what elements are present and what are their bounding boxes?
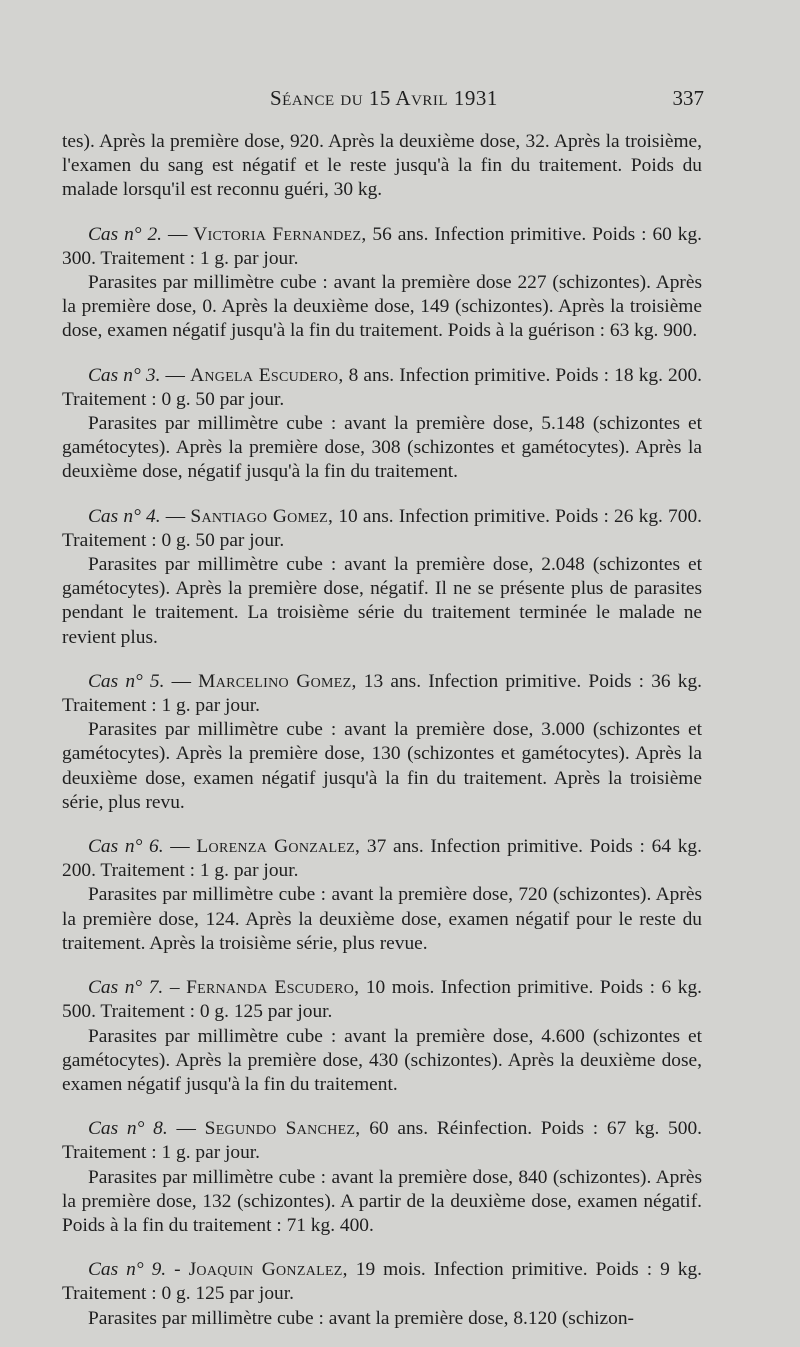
case-separator: -	[166, 1259, 189, 1281]
header-title: Séance du 15 Avril 1931	[270, 86, 498, 110]
case-number: Cas n° 9.	[88, 1259, 167, 1281]
intro-paragraph: tes). Après la première dose, 920. Après la deuxième dose, 32. Après la troisième, l'examen du sang est négatif et le reste jusqu'à la fin du traitement. Poids du malade lorsqu'il est reconnu guéri, 30 kg.	[62, 131, 702, 201]
patient-name: Marcelino Gomez,	[198, 670, 357, 692]
patient-name: Joaquin Gonzalez,	[188, 1259, 348, 1281]
case-separator: —	[160, 505, 191, 527]
case-summary: 56 ans. Infection primitive. Poids : 60 kg. 300. Traitement : 1 g. par jour.	[62, 223, 702, 269]
case-5	[62, 670, 702, 815]
case-detail: Parasites par millimètre cube : avant la première dose, 4.600 (schizontes et gamétocytes). Après la première dose, 430 (schizontes). Après la deuxième dose, examen négatif jusqu'à la fin du traitement.	[62, 1025, 702, 1095]
case-summary: 19 mois. Infection primitive. Poids : 9 kg. Traitement : 0 g. 125 par jour.	[62, 1259, 702, 1305]
patient-name: Victoria Fernandez,	[193, 223, 367, 245]
case-separator: –	[163, 977, 187, 999]
case-detail: Parasites par millimètre cube : avant la première dose, 5.148 (schizontes et gamétocytes). Après la première dose, 308 (schizontes et gamétocytes). Après la deuxième dose, négatif jusqu'à la fin du traitement.	[62, 413, 702, 483]
case-summary: 37 ans. Infection primitive. Poids : 64 kg. 200. Traitement : 1 g. par jour.	[62, 836, 702, 882]
case-heading-line	[62, 976, 702, 1024]
case-detail: Parasites par millimètre cube : avant la première dose, 8.120 (schizon-	[88, 1307, 634, 1329]
case-7	[62, 976, 702, 1097]
case-number: Cas n° 5.	[88, 670, 165, 692]
patient-name: Santiago Gomez,	[190, 505, 334, 527]
case-summary: 10 mois. Infection primitive. Poids : 6 kg. 500. Traitement : 0 g. 125 par jour.	[62, 977, 702, 1023]
body-text	[62, 130, 702, 1331]
patient-name: Lorenza Gonzalez,	[196, 836, 361, 858]
case-summary: 10 ans. Infection primitive. Poids : 26 kg. 700. Traitement : 0 g. 50 par jour.	[62, 505, 702, 551]
page-number: 337	[672, 86, 704, 110]
case-3	[62, 364, 702, 485]
patient-name: Segundo Sanchez,	[204, 1118, 361, 1140]
case-heading-line	[62, 505, 702, 553]
case-heading-line	[62, 364, 702, 412]
case-detail: Parasites par millimètre cube : avant la première dose, 840 (schizontes). Après la première dose, 132 (schizontes). A partir de la deuxième dose, examen négatif. Poids à la fin du traitement : 71 kg. 400.	[62, 1166, 702, 1236]
case-separator: —	[162, 223, 194, 245]
case-heading-line	[62, 1258, 702, 1306]
patient-name: Angela Escudero,	[190, 364, 344, 386]
case-number: Cas n° 6.	[88, 836, 164, 858]
case-number: Cas n° 3.	[88, 364, 161, 386]
case-summary: 60 ans. Réinfection. Poids : 67 kg. 500. Traitement : 1 g. par jour.	[62, 1118, 702, 1164]
case-2	[62, 223, 702, 344]
case-separator: —	[164, 670, 199, 692]
case-heading-line	[62, 835, 702, 883]
patient-name: Fernanda Escudero,	[186, 977, 360, 999]
case-number: Cas n° 4.	[88, 505, 161, 527]
case-detail: Parasites par millimètre cube : avant la première dose 227 (schizontes). Après la première dose, 0. Après la deuxième dose, 149 (schizontes). Après la troisième dose, examen négatif jusqu'à la fin du traitement. Poids à la guérison : 63 kg. 900.	[62, 272, 702, 342]
case-number: Cas n° 2.	[88, 223, 163, 245]
case-number: Cas n° 8.	[88, 1118, 168, 1140]
case-separator: —	[160, 364, 191, 386]
case-detail: Parasites par millimètre cube : avant la première dose, 720 (schizontes). Après la première dose, 124. Après la deuxième dose, examen négatif pour le reste du traitement. Après la troisième série, plus revue.	[62, 884, 702, 954]
case-detail: Parasites par millimètre cube : avant la première dose, 3.000 (schizontes et gamétocytes). Après la première dose, 130 (schizontes et gamétocytes). Après la deuxième dose, examen négatif jusqu'à la fin du traitement. Après la troisième série, plus revu.	[62, 719, 702, 813]
case-heading-line	[62, 223, 702, 271]
case-9	[62, 1258, 702, 1331]
case-8	[62, 1117, 702, 1238]
case-separator: —	[167, 1118, 205, 1140]
case-4	[62, 505, 702, 650]
case-heading-line	[62, 670, 702, 718]
case-detail: Parasites par millimètre cube : avant la première dose, 2.048 (schizontes et gamétocytes). Après la première dose, négatif. Il ne se présente plus de parasites pendant le traitement. La troisième série du traitement terminée le malade ne revient plus.	[62, 554, 702, 648]
case-number: Cas n° 7.	[88, 977, 164, 999]
running-header	[0, 86, 800, 116]
case-heading-line	[62, 1117, 702, 1165]
case-summary: 8 ans. Infection primitive. Poids : 18 kg. 200. Traitement : 0 g. 50 par jour.	[62, 364, 702, 410]
case-6	[62, 835, 702, 956]
case-summary: 13 ans. Infection primitive. Poids : 36 kg. Traitement : 1 g. par jour.	[62, 670, 702, 717]
case-separator: —	[163, 836, 197, 858]
